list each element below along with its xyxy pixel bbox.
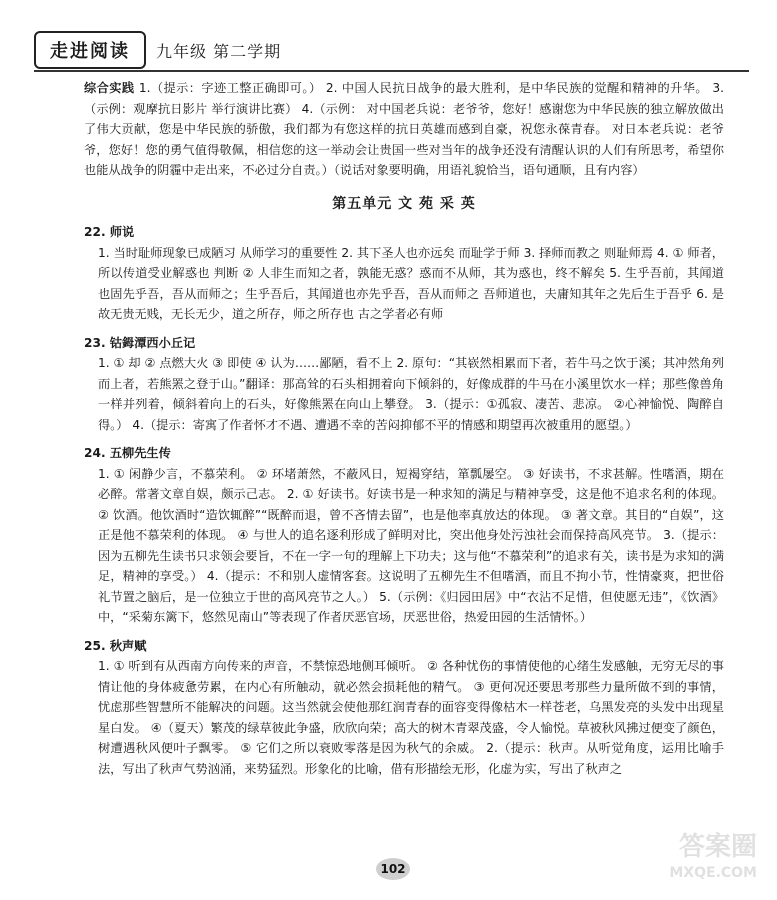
watermark-line2: MXQE.COM bbox=[669, 865, 757, 881]
section-body: 1. 当时耻师现象已成陋习 从师学习的重要性 2. 其下圣人也亦远矣 而耻学于师 3. 择师而教之 则耻师焉 4. ① 师者，所以传道受业解惑也 判断 ② 人非生而知之者，孰能无惑？惑而不从师，其为惑也，终不解矣 5. 生乎吾前，其闻道也固先乎吾，吾从而师之；生乎吾后，其闻道也亦先乎吾，吾从而师之 吾师道也，夫庸知其年之先后生于吾乎 6. 是故无贵无贱，无长无少，道之所存，师之所存也 古之学者必有师 bbox=[98, 245, 724, 321]
unit-title: 第五单元 文 苑 采 英 bbox=[332, 195, 476, 212]
page-content bbox=[84, 78, 724, 779]
page-header bbox=[34, 30, 281, 70]
header-divider bbox=[34, 70, 749, 72]
intro-label: 综合实践 bbox=[84, 81, 135, 95]
section-title: 25. 秋声赋 bbox=[84, 638, 147, 653]
grade-term: 九年级 第二学期 bbox=[156, 41, 282, 61]
section-body: 1. ① 听到有从西南方向传来的声音，不禁惊恐地侧耳倾听。 ② 各种忧伤的事情使他的心绪生发感触，无穷无尽的事情让他的身体疲惫劳累，在内心有所触动，就必然会损耗他的精气。 ③ 更何况还要思考那些力量所做不到的事情，忧虑那些智慧所不能解决的问题。这当然就会使他那红润青春的面容变得像枯木一样苍老，乌黑发亮的头发中出现星星白发。 ④（夏天）繁茂的绿草彼此争盛，欣欣向荣；高大的树木青翠茂盛，令人愉悦。草被秋风拂过便变了颜色，树遭遇秋风便叶子飘零。 ⑤ 它们之所以衰败零落是因为秋气的余威。 2.（提示：秋声。从听觉角度，运用比喻手法，写出了秋声气势汹涌，来势猛烈。形象化的比喻，借有形描绘无形，化虚为实，写出了秋声之 bbox=[98, 659, 724, 776]
section-body: 1. ① 闲静少言，不慕荣利。 ② 环堵萧然，不蔽风日，短褐穿结，箪瓢屡空。 ③ 好读书，不求甚解。性嗜酒，期在必醉。常著文章自娱，颇示己志。 2. ① 好读书。好读书是一种求知的满足与精神享受，这是他不追求名利的体现。 ② 饮酒。他饮酒时“造饮辄醉”“既醉而退，曾不吝情去留”，也是他率真放达的体现。 ③ 著文章。其目的“自娱”，这正是他不慕荣利的体现。 ④ 与世人的追名逐利形成了鲜明对比，突出他身处污浊社会而保持高风亮节。 3.（提示：因为五柳先生读书只求领会要旨，不在一字一句的理解上下功夫；这与他“不慕荣利”的追求有关，读书是为求知的满足，精神的享受。） 4.（提示：不和别人虚情客套。这说明了五柳先生不但嗜酒，而且不拘小节，性情豪爽，把世俗礼节置之脑后，是一位独立于世的高风亮节之人。） 5.（示例：《归园田居》中“衣沾不足惜，但使愿无违”，《饮酒》中，“采菊东篱下，悠然见南山”等表现了作者厌恶官场，厌恶世俗，热爱田园的生活情怀。） bbox=[98, 466, 724, 624]
intro-paragraph bbox=[84, 78, 724, 181]
section-title: 23. 钴鉧潭西小丘记 bbox=[84, 335, 196, 350]
watermark-logo bbox=[669, 834, 757, 886]
section-title: 24. 五柳先生传 bbox=[84, 446, 171, 460]
watermark-line1: 答案圈 bbox=[678, 832, 757, 862]
section-title: 22. 师说 bbox=[84, 225, 135, 239]
page-number: 102 bbox=[376, 858, 410, 880]
section-body: 1. ① 却 ② 点燃大火 ③ 即使 ④ 认为……鄙陋，看不上 2. 原句：“其嵚然相累而下者，若牛马之饮于溪；其冲然角列而上者，若熊罴之登于山。”翻译：那高耸的石头相拥着向下倾斜的，好像成群的牛马在小溪里饮水一样；那些像兽角一样并列着，倾斜着向上的石头，好像熊罴在向山上攀登。 3.（提示：①孤寂、凄苦、悲凉。 ②心神愉悦、陶醉自得。） 4.（提示：寄寓了作者怀才不遇、遭遇不幸的苦闷抑郁不平的情感和期望再次被重用的愿望。） bbox=[98, 356, 724, 432]
intro-text: 1.（提示：字迹工整正确即可。） 2. 中国人民抗日战争的最大胜利，是中华民族的觉醒和精神的升华。 3.（示例：观摩抗日影片 举行演讲比赛） 4.（示例： 对中国老兵说：老爷爷，您好！感谢您为中华民族的独立解放做出了伟大贡献，您是中华民族的骄傲，我们都为有您这样的抗日英雄而感到自豪，祝您永葆青春。 对日本老兵说：老爷爷，您好！您的勇气值得敬佩，相信您的这一举动会让贵国一些对当年的战争还没有清醒认识的人们有所思考，希望你也能从战争的阴霾中走出来，不必过分自责。）（说话对象要明确，用语礼貌恰当，语句通顺，且有内容） bbox=[84, 81, 725, 177]
brand-title: 走进阅读 bbox=[34, 31, 146, 69]
